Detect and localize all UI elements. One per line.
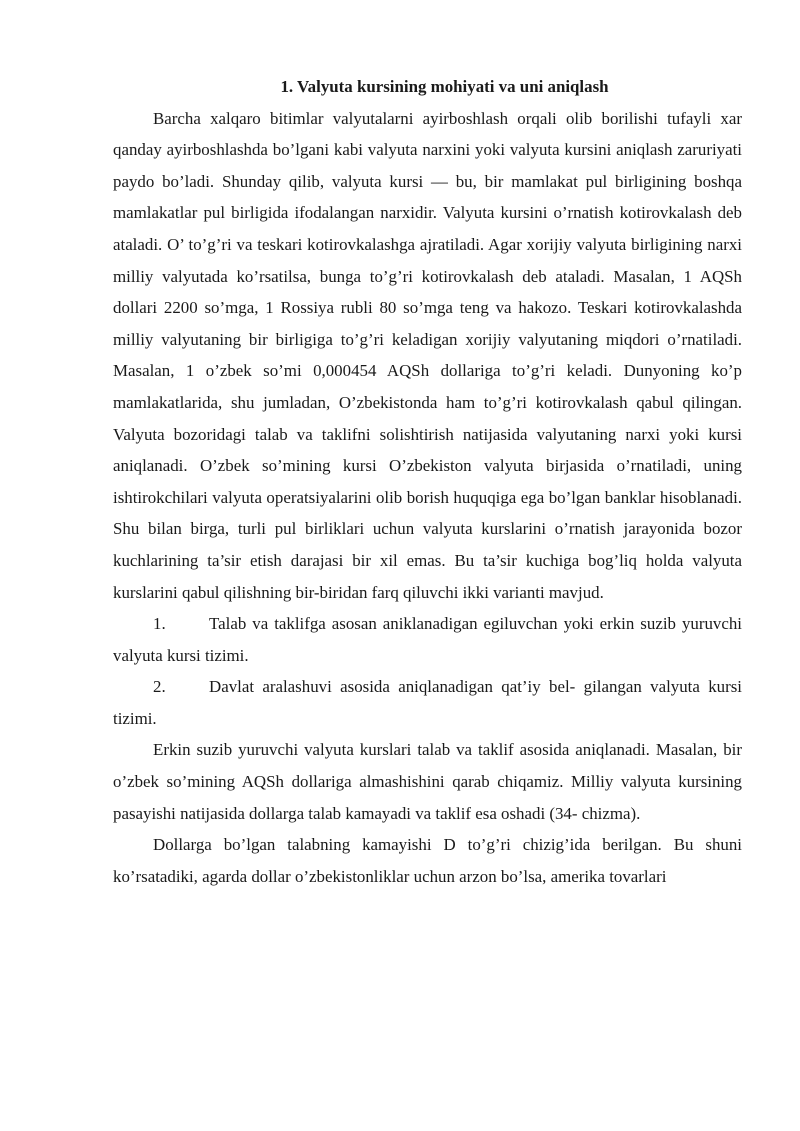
document-page	[113, 71, 742, 892]
paragraph-intro: Barcha xalqaro bitimlar valyutalarni ayirboshlash orqali olib borilishi tufayli xar qanday ayirboshlashda bo’lgani kabi valyuta narxini yoki valyuta kursini aniqlash zaruriyati paydo bo’ladi. Shunday qilib, valyuta kursi — bu, bir mamlakat pul birligining boshqa mamlakatlar pul birligida ifodalangan narxidir. Valyuta kursini o’rnatish kotirovkalash deb ataladi. O’ to’g’ri va teskari kotirovkalashga ajratiladi. Agar xorijiy valyuta birligining narxi milliy valyutada ko’rsatilsa, bunga to’g’ri kotirovkalash deb ataladi. Masalan, 1 AQSh dollari 2200 so’mga, 1 Rossiya rubli 80 so’mga teng va hakozo. Teskari kotirovkalashda milliy valyutaning bir birligiga to’g’ri keladigan xorijiy valyutaning miqdori o’rnatiladi. Masalan, 1 o’zbek so’mi 0,000454 AQSh dollariga to’g’ri keladi. Dunyoning ko’p mamlakatlarida, shu jumladan, O’zbekistonda ham to’g’ri kotirovkalash qabul qilingan. Valyuta bozoridagi talab va taklifni solishtirish natijasida valyutaning narxi yoki kursi aniqlanadi. O’zbek so’mining kursi O’zbekiston valyuta birjasida o’rnatiladi, uning ishtirokchilari valyuta operatsiyalarini olib borish huquqiga ega bo’lgan banklar hisoblanadi. Shu bilan birga, turli pul birliklari uchun valyuta kurslarini o’rnatish jarayonida bozor kuchlarining ta’sir etish darajasi bir xil emas. Bu ta’sir kuchiga bog’liq holda valyuta kurslarini qabul qilishning bir-biridan farq qiluvchi ikki varianti mavjud.	[113, 108, 742, 602]
section-title: 1. Valyuta kursining mohiyati va uni aniqlash	[280, 77, 609, 96]
list-item-1	[113, 608, 742, 671]
list-text-1: Talab va taklifga asosan aniklanadigan egiluvchan yoki erkin suzib yuruvchi valyuta kursi tizimi.	[113, 614, 742, 665]
list-text-2: Davlat aralashuvi asosida aniqlanadigan qat’iy bel- gilangan valyuta kursi tizimi.	[113, 677, 742, 728]
list-number-1: 1.	[153, 614, 166, 634]
list-item-2	[113, 671, 742, 734]
paragraph-floating-rates: Erkin suzib yuruvchi valyuta kurslari talab va taklif asosida aniqlanadi. Masalan, bir o’zbek so’mining AQSh dollariga almashishini qarab chiqamiz. Milliy valyuta kursining pasayishi natijasida dollarga talab kamayadi va taklif esa oshadi (34- chizma).	[113, 740, 742, 823]
paragraph-demand: Dollarga bo’lgan talabning kamayishi D to’g’ri chizig’ida berilgan. Bu shuni ko’rsatadiki, agarda dollar o’zbekistonliklar uchun arzon bo’lsa, amerika tovarlari	[113, 835, 742, 886]
list-number-2: 2.	[153, 677, 166, 697]
